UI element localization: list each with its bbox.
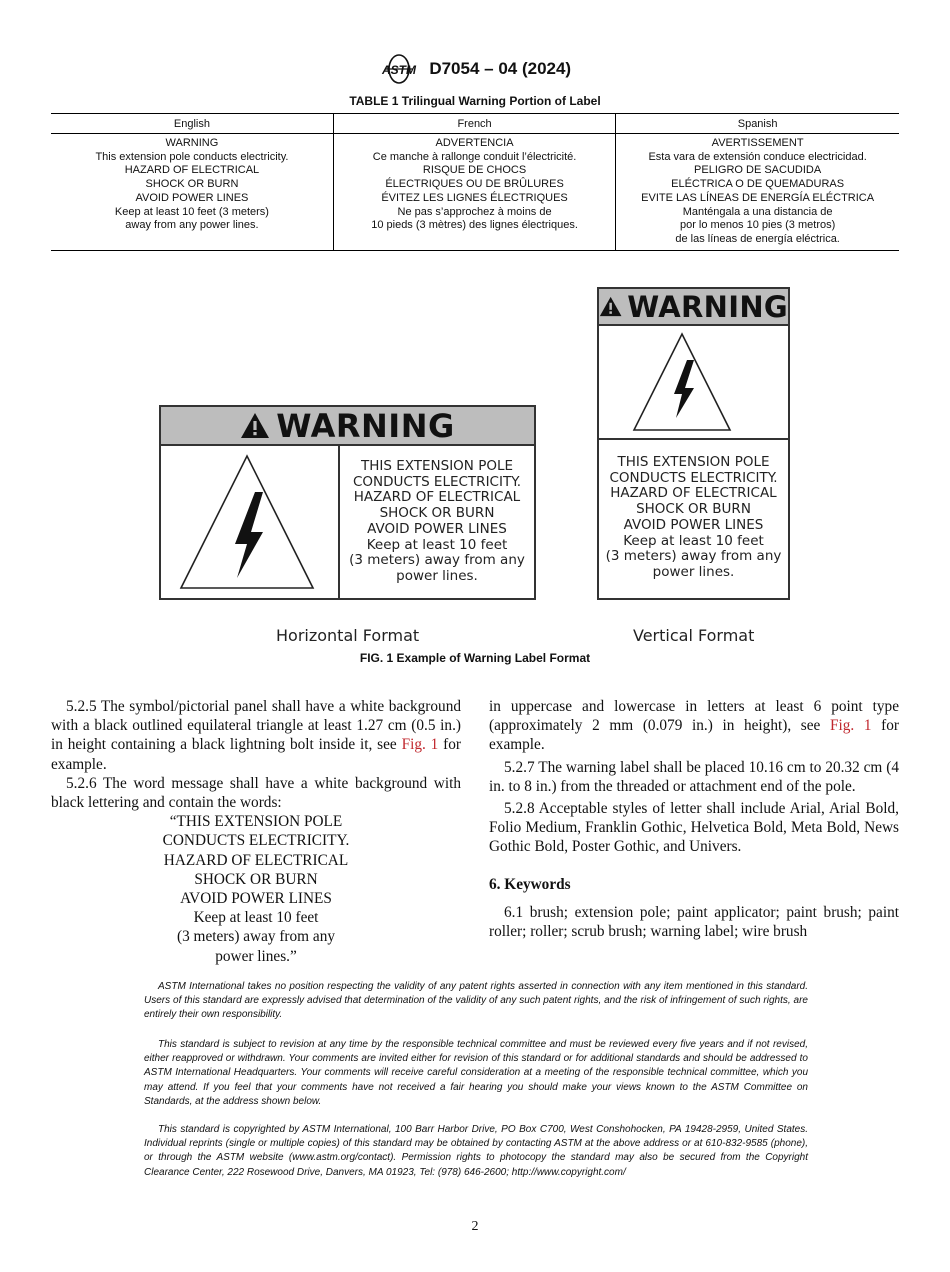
paragraph-5-2-6: 5.2.6 The word message shall have a white background with black lettering and contain the words: bbox=[51, 774, 461, 812]
warning-header bbox=[161, 407, 534, 446]
paragraph-5-2-7: 5.2.7 The warning label shall be placed 10.16 cm to 20.32 cm (4 in. to 8 in.) from the threaded or attachment end of the pole. bbox=[489, 758, 899, 795]
revision-notice bbox=[144, 1038, 808, 1109]
cell-line: ÉVITEZ LES LIGNES ÉLECTRIQUES bbox=[381, 191, 568, 204]
cell-line: por lo menos 10 pies (3 metros) bbox=[679, 219, 836, 232]
cell-line: AVERTISSEMENT bbox=[711, 137, 804, 149]
right-column bbox=[489, 697, 899, 941]
cell-line: This extension pole conducts electricity. bbox=[95, 150, 289, 163]
paragraph-text: 5.2.5 The symbol/pictorial panel shall have a white background with a black outlined equilateral triangle at least 1.27 cm (0.5 in.) in height containing a black lightning bolt inside it, see bbox=[51, 698, 461, 754]
label-line: THIS EXTENSION POLE bbox=[617, 454, 770, 470]
label-line: AVOID POWER LINES bbox=[623, 516, 764, 533]
warning-word: WARNING bbox=[276, 406, 455, 445]
french-cell bbox=[333, 134, 615, 251]
label-line: HAZARD OF ELECTRICAL bbox=[610, 485, 777, 502]
cell-line: SHOCK OR BURN bbox=[145, 178, 239, 191]
lightning-hazard-icon bbox=[161, 446, 338, 598]
label-message bbox=[599, 455, 788, 581]
quote-line: AVOID POWER LINES bbox=[180, 890, 332, 908]
label-line: AVOID POWER LINES bbox=[367, 520, 507, 537]
notice-text: This standard is copyrighted by ASTM International, 100 Barr Harbor Drive, PO Box C700, West Conshohocken, PA 19428-2959, United States. Individual reprints (single or multiple copies) of this standard may be obtained by contacting ASTM at the above address or at 610-832-9585 (phone), or through the ASTM website (www.astm.org/contact). Permission rights to photocopy the standard may also be secured from the Copyright Clearance Center, 222 Rosewood Drive, Danvers, MA 01923, Tel: (978) 646-2600; http://www.copyright.com/ bbox=[144, 1124, 808, 1178]
horizontal-format-caption: Horizontal Format bbox=[276, 626, 420, 645]
table-caption: TABLE 1 Trilingual Warning Portion of Label bbox=[349, 94, 601, 108]
cell-line: Ce manche à rallonge conduit l’électricité. bbox=[372, 150, 577, 163]
label-line: HAZARD OF ELECTRICAL bbox=[353, 489, 521, 506]
label-line: CONDUCTS ELECTRICITY. bbox=[352, 473, 522, 490]
paragraph-text: in uppercase and lowercase in letters at least 6 point type (approximately 2 mm (0.079 in.) in height), see bbox=[489, 698, 899, 735]
fig-1-link[interactable]: Fig. 1 bbox=[401, 736, 439, 754]
trilingual-table bbox=[51, 113, 899, 251]
quote-line: power lines.” bbox=[215, 947, 297, 965]
warning-word: WARNING bbox=[627, 289, 788, 324]
label-line: CONDUCTS ELECTRICITY. bbox=[609, 469, 778, 486]
symbol-panel bbox=[599, 326, 788, 440]
patent-notice bbox=[144, 980, 808, 1023]
cell-line: away from any power lines. bbox=[125, 219, 259, 232]
label-line: THIS EXTENSION POLE bbox=[360, 458, 514, 474]
notice-text: ASTM International takes no position respecting the validity of any patent rights asserted in connection with any item mentioned in this standard. Users of this standard are expressly advised that determination of the validity of any such patent rights, and the risk of infringement of such rights, are entirely their own responsibility. bbox=[144, 981, 808, 1021]
cell-line: Esta vara de extensión conduce electricidad. bbox=[648, 150, 867, 163]
cell-line: ÉLECTRIQUES OU DE BRÛLURES bbox=[385, 178, 564, 191]
fig-1-link[interactable]: Fig. 1 bbox=[829, 717, 872, 735]
column-header-spanish: Spanish bbox=[616, 114, 899, 134]
cell-line: EVITE LAS LÍNEAS DE ENERGÍA ELÉCTRICA bbox=[641, 191, 875, 204]
quote-line: CONDUCTS ELECTRICITY. bbox=[162, 832, 350, 850]
vertical-warning-label bbox=[597, 287, 790, 600]
label-line: power lines. bbox=[396, 567, 478, 584]
label-message bbox=[340, 459, 534, 585]
required-message-quote bbox=[51, 812, 461, 966]
quote-line: SHOCK OR BURN bbox=[194, 870, 318, 888]
section-heading-keywords: 6. Keywords bbox=[489, 875, 571, 893]
vertical-format-caption: Vertical Format bbox=[633, 626, 755, 645]
label-line: SHOCK OR BURN bbox=[379, 505, 495, 522]
column-header-french: French bbox=[333, 114, 615, 134]
label-line: power lines. bbox=[652, 563, 735, 580]
cell-line: ADVERTENCIA bbox=[435, 137, 514, 149]
left-column bbox=[51, 697, 461, 966]
figure-caption: FIG. 1 Example of Warning Label Format bbox=[359, 651, 591, 665]
notice-text: This standard is subject to revision at any time by the responsible technical committee and must be reviewed every five years and if not revised, either reapproved or withdrawn. Your comments are invited either for revision of this standard or for additional standards and should be addressed to ASTM International Headquarters. Your comments will receive careful consideration at a meeting of the responsible technical committee, which you may attend. If you feel that your comments have not received a fair hearing you should make your views known to the ASTM Committee on Standards, at the address shown below. bbox=[144, 1039, 808, 1107]
label-line: Keep at least 10 feet bbox=[623, 532, 764, 549]
label-line: Keep at least 10 feet bbox=[366, 536, 508, 553]
spanish-cell bbox=[616, 134, 899, 251]
warning-header bbox=[599, 289, 788, 326]
cell-line: 10 pieds (3 mètres) des lignes électriques. bbox=[371, 219, 578, 232]
paragraph-5-2-8: 5.2.8 Acceptable styles of letter shall include Arial, Arial Bold, Folio Medium, Franklin Gothic, Helvetica Bold, Meta Bold, News Gothic Bold, Poster Gothic, and Univers. bbox=[489, 800, 899, 856]
cell-line: AVOID POWER LINES bbox=[135, 191, 249, 204]
cell-line: de las líneas de energía eléctrica. bbox=[675, 232, 840, 245]
label-line: SHOCK OR BURN bbox=[636, 501, 751, 518]
cell-line: Manténgala a una distancia de bbox=[682, 205, 833, 218]
paragraph-continuation bbox=[489, 697, 899, 755]
label-line: (3 meters) away from any bbox=[605, 548, 782, 565]
cell-line: Ne pas s’approchez à moins de bbox=[397, 205, 552, 218]
copyright-notice bbox=[144, 1123, 808, 1180]
warning-triangle-icon bbox=[240, 412, 270, 439]
cell-line: ELÉCTRICA O DE QUEMADURAS bbox=[671, 178, 845, 191]
svg-text:ASTM: ASTM bbox=[381, 63, 416, 77]
label-line: (3 meters) away from any bbox=[349, 552, 525, 569]
quote-line: (3 meters) away from any bbox=[176, 928, 335, 946]
column-header-english: English bbox=[51, 114, 333, 134]
page-header bbox=[0, 54, 950, 84]
symbol-panel bbox=[161, 446, 340, 598]
lightning-hazard-icon bbox=[599, 326, 788, 438]
document-id: D7054 – 04 (2024) bbox=[429, 59, 572, 78]
english-cell bbox=[51, 134, 333, 251]
quote-line: Keep at least 10 feet bbox=[193, 909, 319, 927]
cell-line: RISQUE DE CHOCS bbox=[422, 164, 527, 177]
quote-line: “THIS EXTENSION POLE bbox=[169, 813, 343, 831]
warning-triangle-icon bbox=[599, 294, 622, 319]
paragraph-5-2-5 bbox=[51, 697, 461, 774]
cell-line: WARNING bbox=[165, 137, 219, 149]
cell-line: PELIGRO DE SACUDIDA bbox=[694, 164, 822, 177]
page-number: 2 bbox=[471, 1219, 479, 1234]
table-row bbox=[51, 134, 899, 251]
paragraph-text: for example. bbox=[51, 736, 462, 773]
astm-logo-icon bbox=[379, 54, 419, 84]
quote-line: HAZARD OF ELECTRICAL bbox=[163, 851, 349, 869]
horizontal-warning-label bbox=[159, 405, 536, 600]
cell-line: Keep at least 10 feet (3 meters) bbox=[114, 205, 269, 218]
paragraph-text: for example. bbox=[489, 717, 899, 754]
cell-line: HAZARD OF ELECTRICAL bbox=[124, 164, 260, 177]
paragraph-6-1: 6.1 brush; extension pole; paint applicator; paint brush; paint roller; roller; scrub brush; warning label; wire brush bbox=[489, 903, 899, 941]
